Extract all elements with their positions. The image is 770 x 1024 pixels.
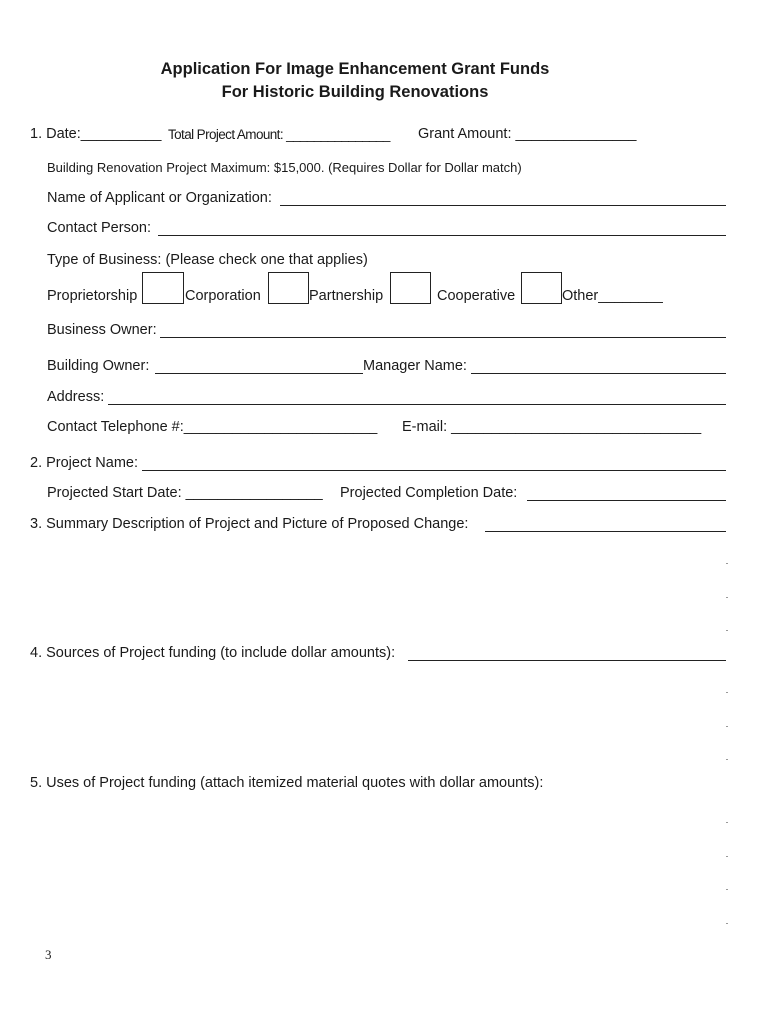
address-label: Address: [47, 389, 105, 405]
manager-name-field[interactable] [471, 359, 726, 374]
contact-person-field[interactable] [158, 221, 726, 236]
line-marker [726, 563, 728, 564]
business-owner-label: Business Owner: [47, 322, 157, 338]
partnership-checkbox[interactable] [390, 272, 431, 304]
project-maximum-note: Building Renovation Project Maximum: $15,000. (Requires Dollar for Dollar match) [47, 160, 522, 175]
business-owner-field[interactable] [160, 323, 726, 338]
line-marker [726, 822, 728, 823]
form-subtitle: For Historic Building Renovations [221, 83, 489, 101]
applicant-label: Name of Applicant or Organization: [47, 190, 272, 206]
line-marker [726, 726, 728, 727]
date-label: 1. Date:__________ [30, 126, 162, 142]
line-marker [726, 597, 728, 598]
email-label[interactable]: E-mail: _______________________________ [402, 419, 702, 435]
cooperative-label: Cooperative [437, 288, 516, 304]
business-type-label: Type of Business: (Please check one that applies) [47, 252, 368, 268]
sources-label: 4. Sources of Project funding (to include dollar amounts): [30, 645, 396, 661]
completion-date-label: Projected Completion Date: [340, 485, 518, 501]
applicant-field[interactable] [280, 191, 726, 206]
uses-label: 5. Uses of Project funding (attach itemized material quotes with dollar amounts): [30, 775, 544, 791]
other-label[interactable]: Other________ [562, 288, 663, 304]
telephone-label[interactable]: Contact Telephone #:________________________ [47, 419, 378, 435]
line-marker [726, 759, 728, 760]
grant-amount-label: Grant Amount: _______________ [418, 126, 637, 142]
summary-field[interactable] [485, 517, 726, 532]
building-owner-label: Building Owner: [47, 358, 150, 374]
start-date-label[interactable]: Projected Start Date: _________________ [47, 485, 323, 501]
summary-label: 3. Summary Description of Project and Picture of Proposed Change: [30, 516, 469, 532]
corporation-label: Corporation [185, 288, 261, 304]
sources-field[interactable] [408, 646, 726, 661]
project-name-field[interactable] [142, 456, 726, 471]
line-marker [726, 692, 728, 693]
line-marker [726, 630, 728, 631]
cooperative-checkbox[interactable] [521, 272, 562, 304]
partnership-label: Partnership [309, 288, 384, 304]
line-marker [726, 923, 728, 924]
address-field[interactable] [108, 390, 726, 405]
line-marker [726, 889, 728, 890]
form-title: Application For Image Enhancement Grant Funds [160, 60, 550, 78]
corporation-checkbox[interactable] [268, 272, 309, 304]
total-project-amount-label: Total Project Amount: _______________ [168, 127, 390, 142]
line-marker [726, 856, 728, 857]
contact-person-label: Contact Person: [47, 220, 151, 236]
manager-name-label: Manager Name: [363, 358, 467, 374]
building-owner-field[interactable] [155, 359, 363, 374]
completion-date-field[interactable] [527, 486, 726, 501]
proprietorship-checkbox[interactable] [142, 272, 184, 304]
page-number: 3 [45, 947, 52, 962]
proprietorship-label: Proprietorship [47, 288, 138, 304]
project-name-label: 2. Project Name: [30, 455, 138, 471]
